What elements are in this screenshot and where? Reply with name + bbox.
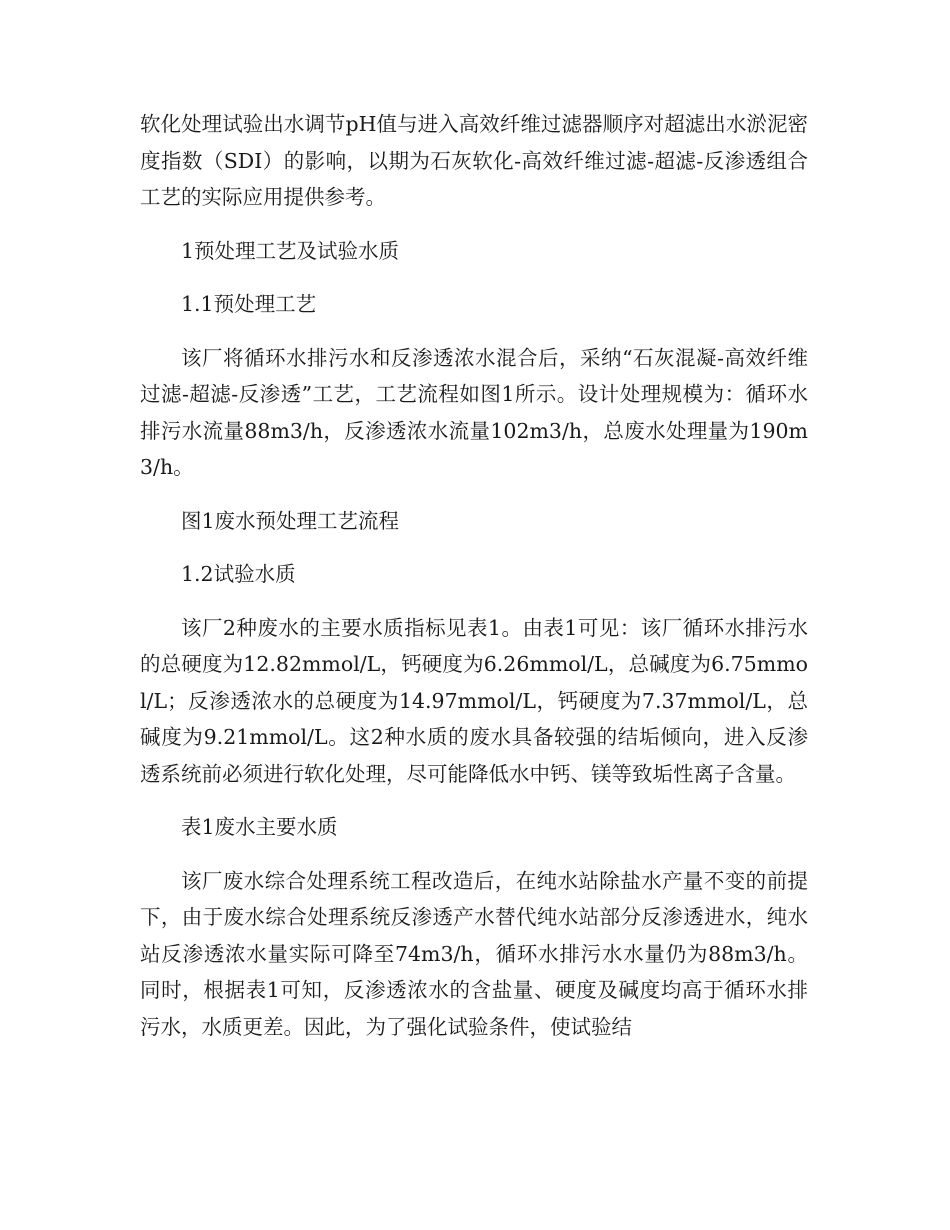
figure-caption-1: 图1废水预处理工艺流程 (181, 508, 400, 533)
paragraph-water-quality: 该厂2种废水的主要水质指标见表1。由表1可见：该厂循环水排污水的总硬度为12.82mmol/L，钙硬度为6.26mmol/L，总碱度为6.75mmol/L；反渗透浓水的总硬度为14.97mmol/L，钙硬度为7.37mmol/L，总碱度为9.21mmol/L。这2种水质的废水具备较强的结垢倾向，进入反渗透系统前必须进行软化处理，尽可能降低水中钙、镁等致垢性离子含量。 (140, 615, 808, 786)
paragraph-intro-continuation: 软化处理试验出水调节pH值与进入高效纤维过滤器顺序对超滤出水淤泥密度指数（SDI）的影响，以期为石灰软化-高效纤维过滤-超滤-反渗透组合工艺的实际应用提供参考。 (140, 112, 808, 209)
section-heading-1-2: 1.2试验水质 (181, 562, 296, 586)
paragraph-retrofit: 该厂废水综合处理系统工程改造后，在纯水站除盐水产量不变的前提下，由于废水综合处理系统反渗透产水替代纯水站部分反渗透进水，纯水站反渗透浓水量实际可降至74m3/h，循环水排污水水量仍为88m3/h。同时，根据表1可知，反渗透浓水的含盐量、硬度及碱度均高于循环水排污水，水质更差。因此，为了强化试验条件，使试验结 (140, 868, 808, 1039)
section-heading-1: 1预处理工艺及试验水质 (181, 238, 400, 263)
paragraph-process: 该厂将循环水排污水和反渗透浓水混合后，采纳“石灰混凝-高效纤维过滤-超滤-反渗透”工艺，工艺流程如图1所示。设计处理规模为：循环水排污水流量88m3/h，反渗透浓水流量102m3/h，总废水处理量为190m3/h。 (140, 345, 808, 479)
document-body (140, 106, 808, 1062)
section-heading-1-1: 1.1预处理工艺 (181, 292, 317, 316)
table-caption-1: 表1废水主要水质 (181, 815, 338, 839)
